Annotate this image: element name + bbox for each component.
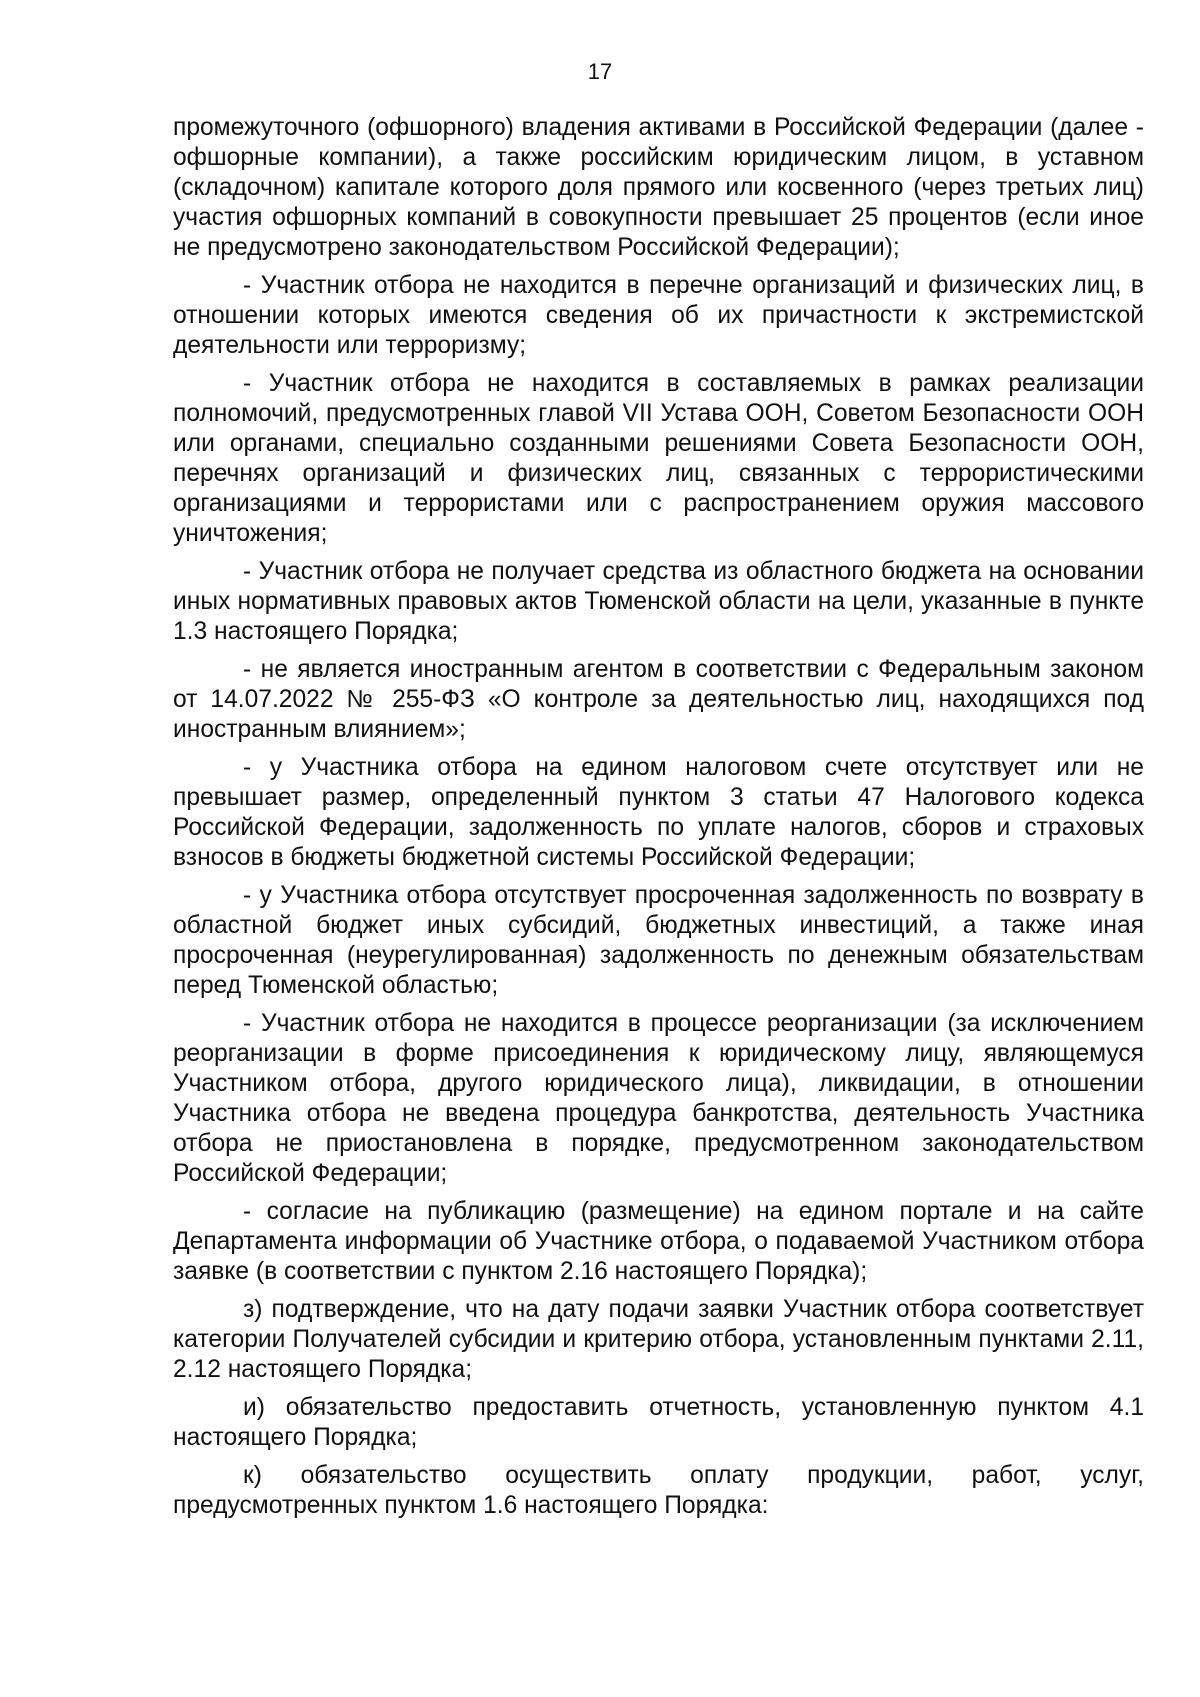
paragraph-un-security-council-list: - Участник отбора не находится в составляемых в рамках реализации полномочий, предусмотренных главой VII Устава ООН, Советом Безопасности ООН или органами, специально созданными решениями Совета Безопасности ООН, перечнях организаций и физических лиц, связанных с террористическими организациями и террористами или с распространением оружия массового уничтожения; <box>173 370 1144 547</box>
page-number: 17 <box>587 59 613 84</box>
paragraph-item-i: и) обязательство предоставить отчетность, установленную пунктом 4.1 настоящего Порядка; <box>173 1394 1144 1451</box>
paragraph-publication-consent: - согласие на публикацию (размещение) на едином портале и на сайте Департамента информации об Участнике отбора, о подаваемой Участником отбора заявке (в соответствии с пунктом 2.16 настоящего Порядка); <box>173 1198 1144 1285</box>
paragraph-item-k: к) обязательство осуществить оплату продукции, работ, услуг, предусмотренных пунктом 1.6 настоящего Порядка: <box>173 1462 1144 1519</box>
document-body <box>173 113 1144 1529</box>
paragraph-overdue-debt: - у Участника отбора отсутствует просроченная задолженность по возврату в областной бюджет иных субсидий, бюджетных инвестиций, а также иная просроченная (неурегулированная) задолженность по денежным обязательствам перед Тюменской областью; <box>173 882 1144 999</box>
paragraph-foreign-agent: - не является иностранным агентом в соответствии с Федеральным законом от 14.07.2022 № 255-ФЗ «О контроле за деятельностью лиц, находящихся под иностранным влиянием»; <box>173 656 1144 743</box>
paragraph-regional-budget-funds: - Участник отбора не получает средства из областного бюджета на основании иных нормативных правовых актов Тюменской области на цели, указанные в пункте 1.3 настоящего Порядка; <box>173 558 1144 645</box>
paragraph-reorganization: - Участник отбора не находится в процессе реорганизации (за исключением реорганизации в форме присоединения к юридическому лицу, являющемуся Участником отбора, другого юридического лица), ликвидации, в отношении Участника отбора не введена процедура банкротства, деятельность Участника отбора не приостановлена в порядке, предусмотренном законодательством Российской Федерации; <box>173 1010 1144 1187</box>
paragraph-offshore-continuation: промежуточного (офшорного) владения активами в Российской Федерации (далее - офшорные компании), а также российским юридическим лицом, в уставном (складочном) капитале которого доля прямого или косвенного (через третьих лиц) участия офшорных компаний в совокупности превышает 25 процентов (если иное не предусмотрено законодательством Российской Федерации); <box>173 114 1144 261</box>
paragraph-tax-debt: - у Участника отбора на едином налоговом счете отсутствует или не превышает размер, определенный пунктом 3 статьи 47 Налогового кодекса Российской Федерации, задолженность по уплате налогов, сборов и страховых взносов в бюджеты бюджетной системы Российской Федерации; <box>173 754 1144 871</box>
paragraph-extremism-list: - Участник отбора не находится в перечне организаций и физических лиц, в отношении которых имеются сведения об их причастности к экстремистской деятельности или терроризму; <box>173 272 1144 359</box>
paragraph-item-z: з) подтверждение, что на дату подачи заявки Участник отбора соответствует категории Получателей субсидии и критерию отбора, установленным пунктами 2.11, 2.12 настоящего Порядка; <box>173 1296 1144 1383</box>
